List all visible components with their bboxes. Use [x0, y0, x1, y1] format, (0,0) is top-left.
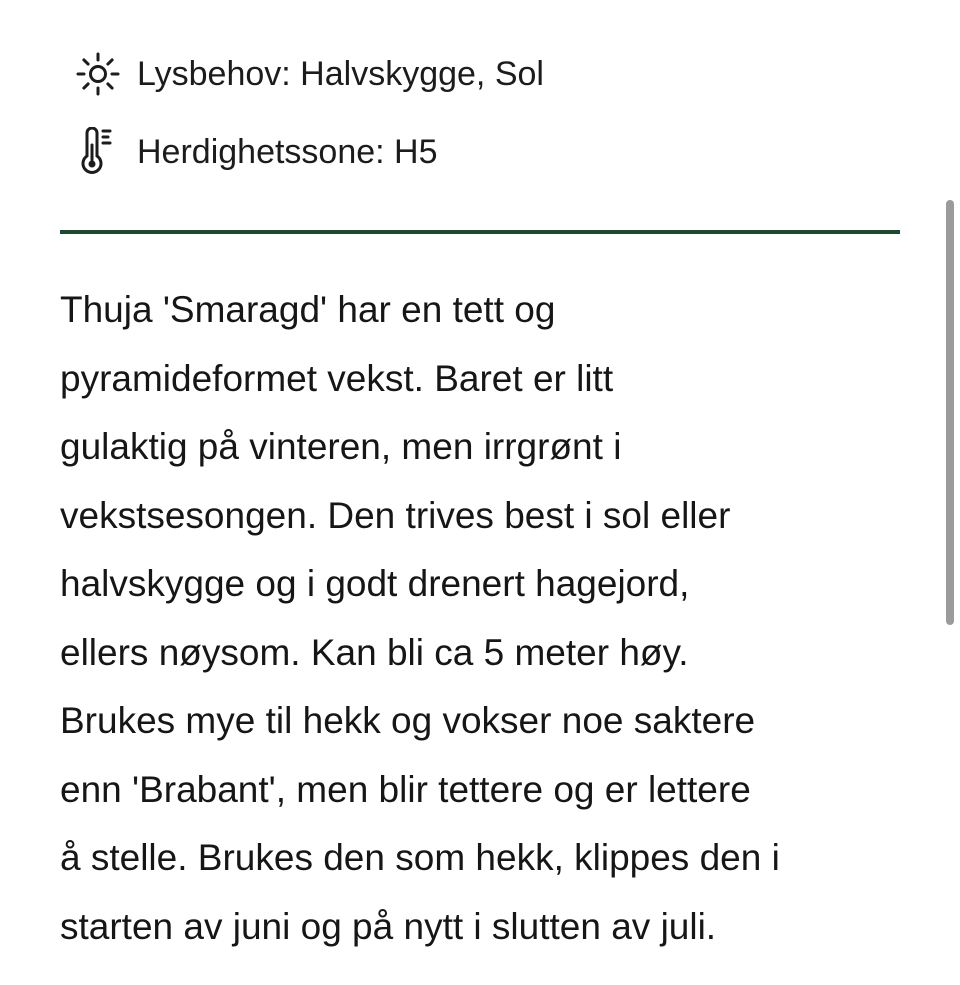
- description-line: enn 'Brabant', men blir tettere og er lettere: [60, 768, 751, 810]
- description-line: Brukes mye til hekk og vokser noe saktere: [60, 700, 756, 741]
- hardiness-zone-row: [75, 122, 438, 182]
- description-line: å stelle. Brukes den som hekk, klippes den i: [60, 837, 780, 878]
- thermometer-icon: [75, 127, 125, 177]
- sun-icon: [75, 49, 125, 99]
- description-line: gulaktig på vinteren, men irrgrønt i: [60, 426, 622, 467]
- description-line: ellers nøysom. Kan bli ca 5 meter høy.: [60, 631, 689, 673]
- description-line: pyramideformet vekst. Baret er litt: [60, 357, 614, 399]
- description-line: vekstsesongen. Den trives best i sol eller: [60, 494, 731, 536]
- scrollbar[interactable]: [946, 200, 954, 625]
- plant-description: [60, 276, 910, 961]
- light-requirement-label: Lysbehov: Halvskygge, Sol: [137, 55, 544, 93]
- description-line: halvskygge og i godt drenert hagejord,: [60, 563, 690, 604]
- light-requirement-row: [75, 44, 544, 104]
- section-divider: [60, 230, 900, 234]
- description-line: Thuja 'Smaragd' har en tett og: [60, 289, 556, 330]
- hardiness-zone-label: Herdighetssone: H5: [137, 133, 438, 171]
- description-line: starten av juni og på nytt i slutten av juli.: [60, 905, 717, 947]
